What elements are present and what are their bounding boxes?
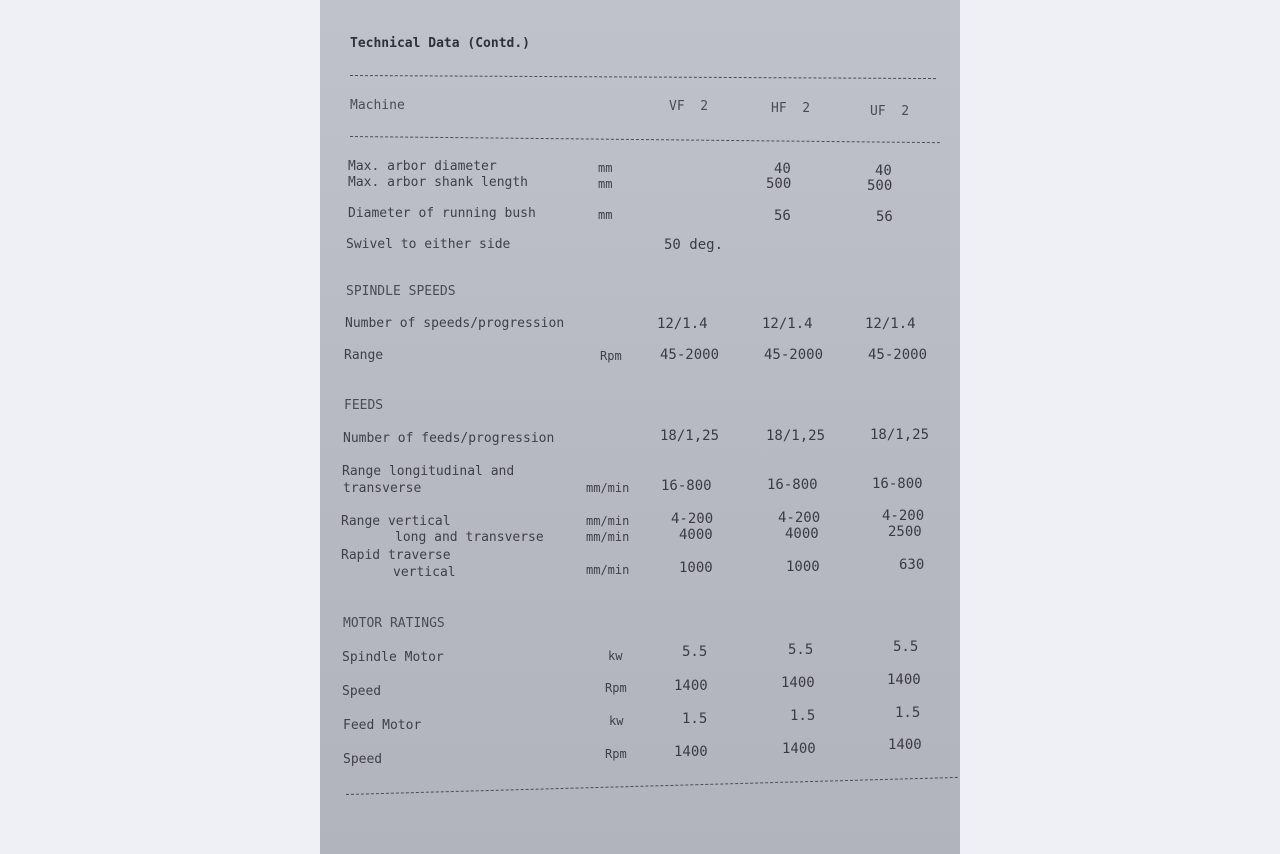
value-uf-max-arbor-shank: 500 xyxy=(867,178,893,194)
value-hf-feed-speed: 1400 xyxy=(782,741,816,757)
row-label-max-arbor-shank: Max. arbor shank length xyxy=(348,175,529,190)
unit-rapid-traverse: mm/min xyxy=(586,563,630,577)
unit-spindle-speed: Rpm xyxy=(605,681,627,695)
value-uf-speed-range: 45-2000 xyxy=(868,347,928,363)
value-hf-number-of-feeds: 18/1,25 xyxy=(766,428,826,444)
column-header-vf2: VF 2 xyxy=(669,99,709,114)
value-uf-spindle-motor: 5.5 xyxy=(893,639,919,655)
section-heading-feeds: FEEDS xyxy=(344,398,384,413)
value-uf-number-of-feeds: 18/1,25 xyxy=(870,427,930,443)
value-vf-long-transverse: 4000 xyxy=(679,527,713,543)
value-vf-rapid-traverse: 1000 xyxy=(679,560,713,576)
value-hf-speed-range: 45-2000 xyxy=(764,347,824,363)
unit-range-longitudinal: mm/min xyxy=(586,481,630,495)
unit-running-bush: mm xyxy=(598,208,613,222)
row-label-range-vertical: Range vertical xyxy=(341,514,451,529)
unit-feed-speed: Rpm xyxy=(605,747,627,761)
value-hf-max-arbor-diameter: 40 xyxy=(774,161,791,177)
value-hf-spindle-motor: 5.5 xyxy=(788,642,814,658)
divider-top xyxy=(350,75,936,79)
divider-header xyxy=(350,136,940,143)
value-vf-number-of-speeds: 12/1.4 xyxy=(657,316,708,332)
value-hf-range-vertical: 4-200 xyxy=(778,510,821,526)
unit-speed-range: Rpm xyxy=(600,349,622,363)
value-uf-rapid-traverse: 630 xyxy=(899,557,925,573)
value-vf-spindle-speed: 1400 xyxy=(674,678,708,694)
row-label-feed-motor: Feed Motor xyxy=(343,718,422,733)
value-hf-number-of-speeds: 12/1.4 xyxy=(762,316,813,332)
row-label-number-of-feeds: Number of feeds/progression xyxy=(343,431,555,446)
value-vf-speed-range: 45-2000 xyxy=(660,347,720,363)
value-hf-long-transverse: 4000 xyxy=(785,526,819,542)
value-vf-swivel: 50 deg. xyxy=(664,237,724,253)
row-label-feed-speed: Speed xyxy=(343,752,383,767)
row-label-max-arbor-diameter: Max. arbor diameter xyxy=(348,159,497,174)
value-uf-range-vertical: 4-200 xyxy=(882,508,925,524)
value-vf-spindle-motor: 5.5 xyxy=(682,644,708,660)
value-vf-range-vertical: 4-200 xyxy=(671,511,714,527)
column-header-hf2: HF 2 xyxy=(771,101,811,116)
value-uf-range-longitudinal: 16-800 xyxy=(872,476,923,492)
value-hf-rapid-traverse: 1000 xyxy=(786,559,820,575)
value-uf-feed-motor: 1.5 xyxy=(895,705,921,721)
column-header-uf2: UF 2 xyxy=(870,104,910,119)
value-vf-feed-speed: 1400 xyxy=(674,744,708,760)
value-uf-max-arbor-diameter: 40 xyxy=(875,163,892,179)
value-vf-feed-motor: 1.5 xyxy=(682,711,708,727)
value-uf-number-of-speeds: 12/1.4 xyxy=(865,316,916,332)
section-heading-spindle-speeds: SPINDLE SPEEDS xyxy=(346,284,456,299)
value-hf-running-bush: 56 xyxy=(774,208,791,224)
row-label-spindle-speed: Speed xyxy=(342,684,382,699)
unit-feed-motor: kw xyxy=(609,714,624,728)
value-uf-spindle-speed: 1400 xyxy=(887,672,921,688)
machine-header-label: Machine xyxy=(350,98,405,113)
unit-max-arbor-shank: mm xyxy=(598,177,613,191)
value-uf-feed-speed: 1400 xyxy=(888,737,922,753)
row-label-speed-range: Range xyxy=(344,348,384,363)
value-hf-feed-motor: 1.5 xyxy=(790,708,816,724)
value-uf-long-transverse: 2500 xyxy=(888,524,922,540)
row-label-swivel: Swivel to either side xyxy=(346,237,511,252)
row-label-rapid-traverse: Rapid traverse xyxy=(341,548,451,563)
section-heading-motor-ratings: MOTOR RATINGS xyxy=(343,616,445,631)
row-label-range-transverse: transverse xyxy=(343,481,422,496)
unit-range-vertical: mm/min xyxy=(586,514,630,528)
value-hf-range-longitudinal: 16-800 xyxy=(767,477,818,493)
value-vf-range-longitudinal: 16-800 xyxy=(661,478,712,494)
divider-bottom xyxy=(346,777,958,795)
value-hf-max-arbor-shank: 500 xyxy=(766,176,792,192)
unit-long-transverse: mm/min xyxy=(586,530,630,544)
document-page xyxy=(320,0,960,854)
unit-spindle-motor: kw xyxy=(608,649,623,663)
row-label-rapid-vertical: vertical xyxy=(393,565,456,580)
row-label-spindle-motor: Spindle Motor xyxy=(342,650,444,665)
unit-max-arbor-diameter: mm xyxy=(598,161,613,175)
row-label-range-longitudinal: Range longitudinal and xyxy=(342,464,515,479)
row-label-long-transverse: long and transverse xyxy=(395,530,544,545)
value-uf-running-bush: 56 xyxy=(876,209,893,225)
value-hf-spindle-speed: 1400 xyxy=(781,675,815,691)
row-label-number-of-speeds: Number of speeds/progression xyxy=(345,316,565,331)
row-label-running-bush: Diameter of running bush xyxy=(348,206,536,221)
value-vf-number-of-feeds: 18/1,25 xyxy=(660,428,720,444)
page-title: Technical Data (Contd.) xyxy=(350,36,531,51)
